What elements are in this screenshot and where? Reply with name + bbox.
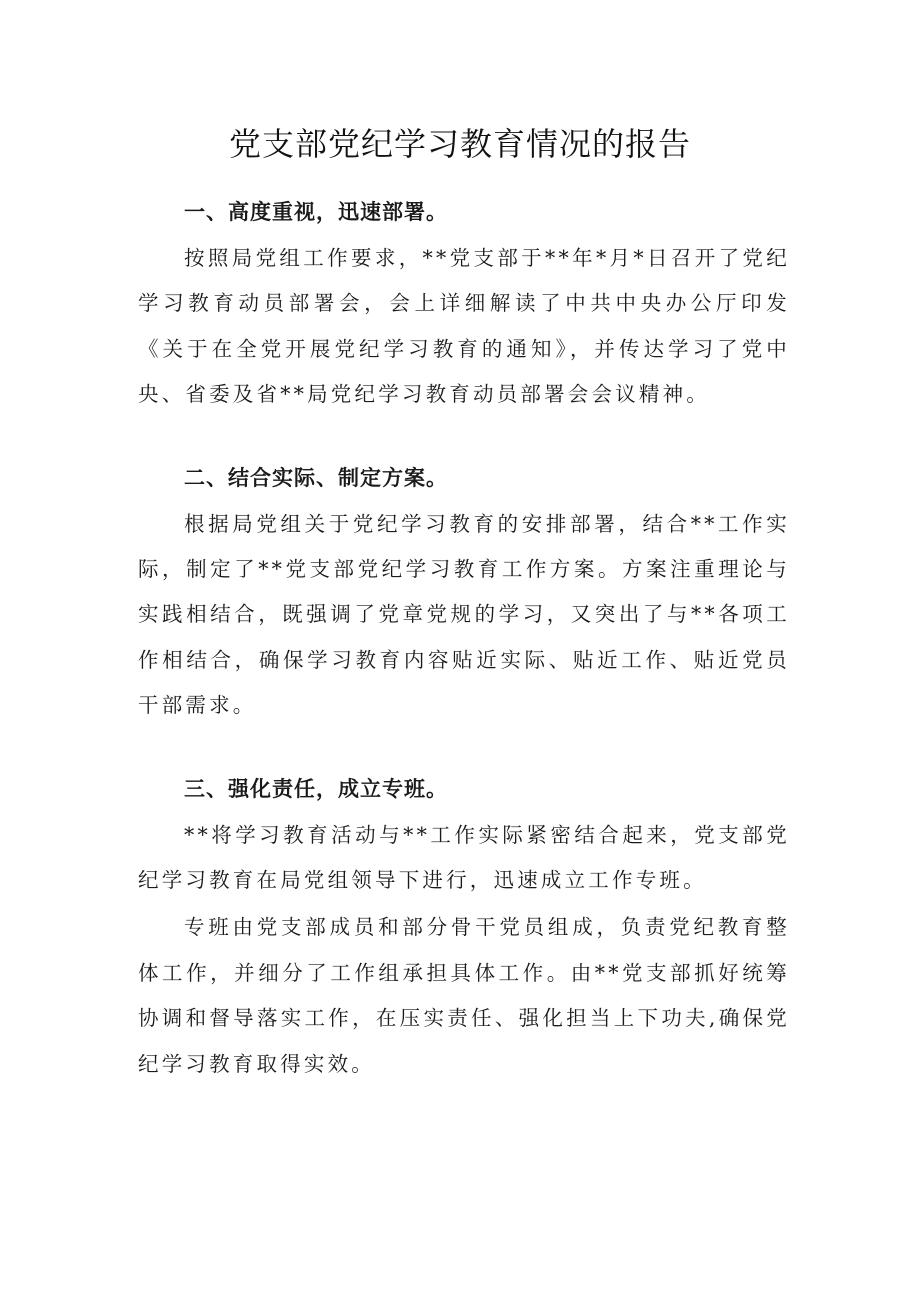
section-2 xyxy=(138,456,790,729)
section-paragraph: 专班由党支部成员和部分骨干党员组成，负责党纪教育整体工作，并细分了工作组承担具体工作。由**党支部抓好统筹协调和督导落实工作，在压实责任、强化担当上下功夫,确保党纪学习教育取得实效。 xyxy=(138,915,790,1076)
section-heading: 三、强化责任，成立专班。 xyxy=(184,776,448,801)
section-paragraph: **将学习教育活动与**工作实际紧密结合起来，党支部党纪学习教育在局党组领导下进行，迅速成立工作专班。 xyxy=(138,822,790,893)
section-paragraph: 按照局党组工作要求，**党支部于**年*月*日召开了党纪学习教育动员部署会，会上详细解读了中共中央办公厅印发《关于在全党开展党纪学习教育的通知》，并传达学习了党中央、省委及省**局党纪学习教育动员部署会会议精神。 xyxy=(138,246,790,407)
section-paragraph: 根据局党组关于党纪学习教育的安排部署，结合**工作实际，制定了**党支部党纪学习教育工作方案。方案注重理论与实践相结合，既强调了党章党规的学习，又突出了与**各项工作相结合，确保学习教育内容贴近实际、贴近工作、贴近党员干部需求。 xyxy=(138,511,790,718)
section-1 xyxy=(138,190,790,418)
section-heading: 二、结合实际、制定方案。 xyxy=(184,465,448,490)
section-3 xyxy=(138,767,790,1087)
document-body xyxy=(138,190,790,1087)
section-heading: 一、高度重视，迅速部署。 xyxy=(184,200,448,224)
document-title: 党支部党纪学习教育情况的报告 xyxy=(228,125,691,163)
